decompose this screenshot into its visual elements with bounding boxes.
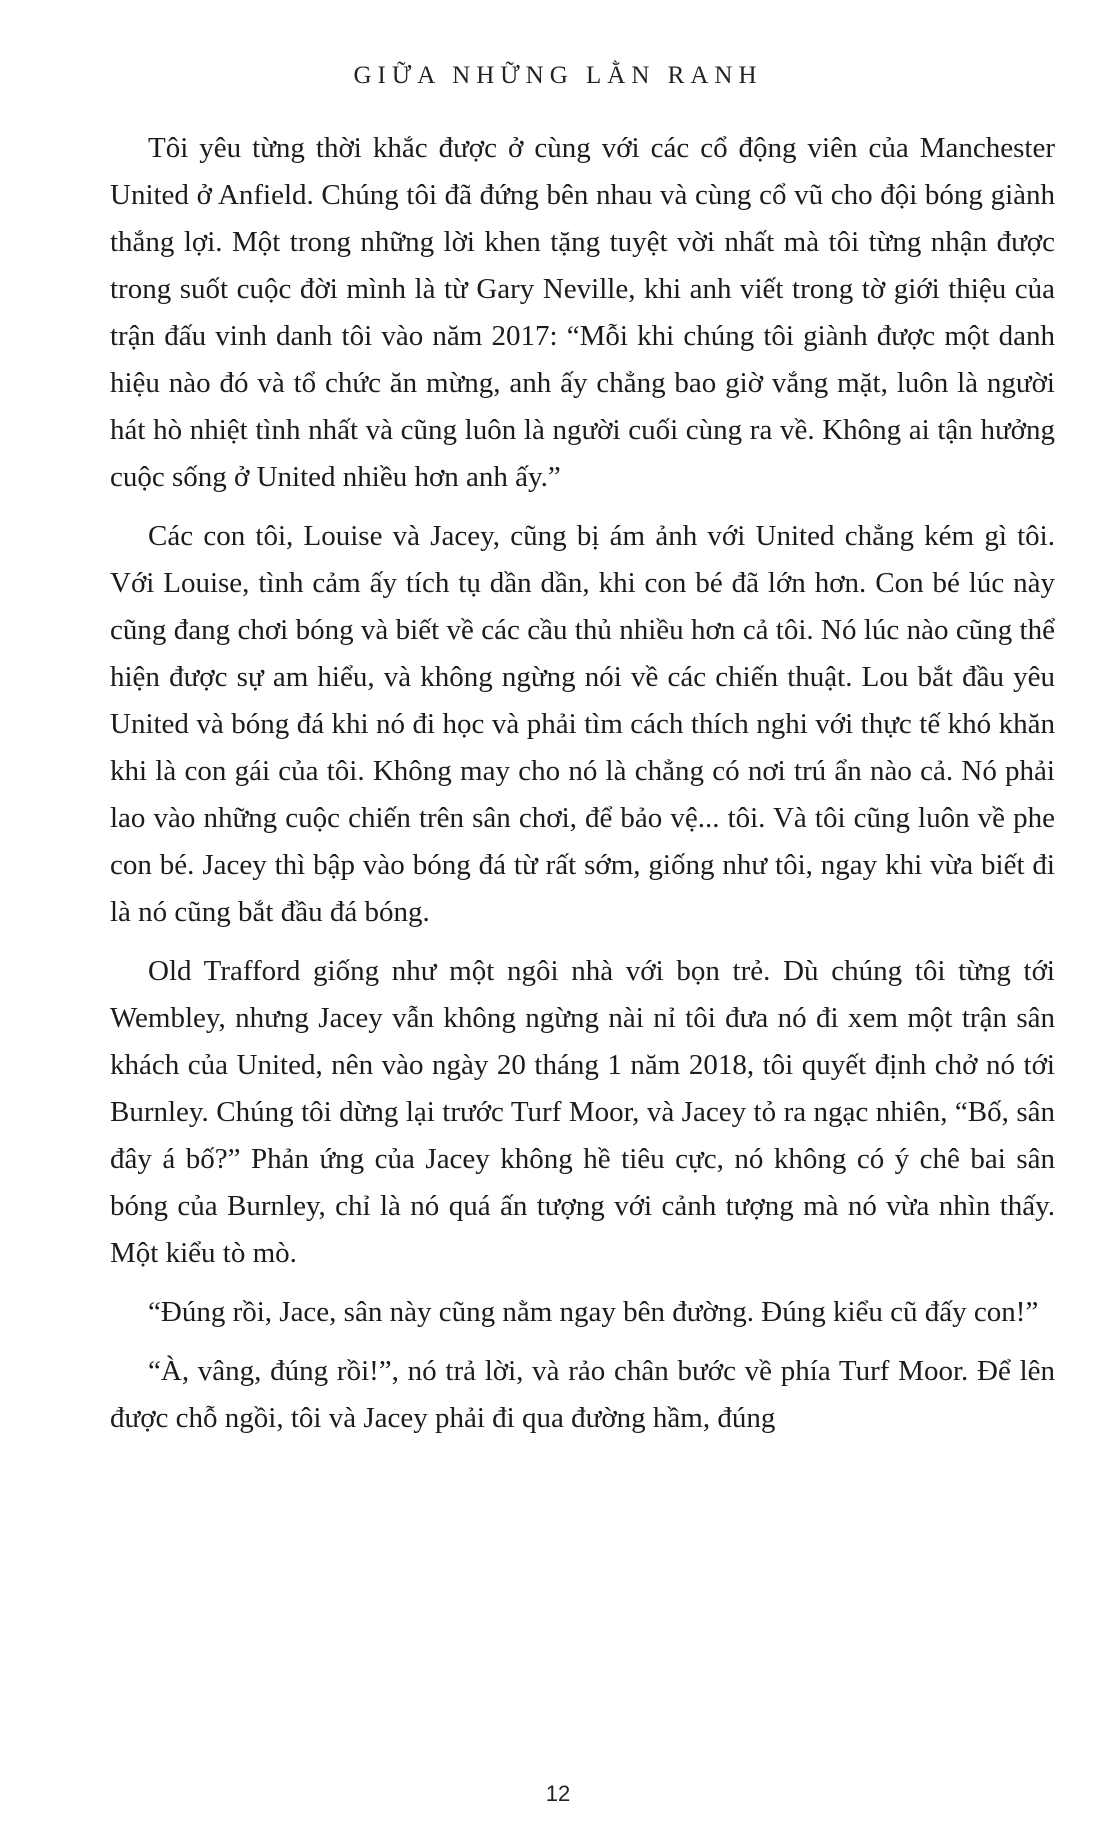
body-text [110,125,1055,1454]
paragraph: “À, vâng, đúng rồi!”, nó trả lời, và rảo chân bước về phía Turf Moor. Để lên được chỗ ngồi, tôi và Jacey phải đi qua đường hầm, đúng [110,1355,1055,1434]
running-header-title: GIỮA NHỮNG LẰN RANH [353,62,763,89]
paragraph: Các con tôi, Louise và Jacey, cũng bị ám ảnh với United chẳng kém gì tôi. Với Louise, tình cảm ấy tích tụ dần dần, khi con bé đã lớn hơn. Con bé lúc này cũng đang chơi bóng và biết về các cầu thủ nhiều hơn cả tôi. Nó lúc nào cũng thể hiện được sự am hiểu, và không ngừng nói về các chiến thuật. Lou bắt đầu yêu United và bóng đá khi nó đi học và phải tìm cách thích nghi với thực tế khó khăn khi là con gái của tôi. Không may cho nó là chẳng có nơi trú ẩn nào cả. Nó phải lao vào những cuộc chiến trên sân chơi, để bảo vệ... tôi. Và tôi cũng luôn về phe con bé. Jacey thì bập vào bóng đá từ rất sớm, giống như tôi, ngay khi vừa biết đi là nó cũng bắt đầu đá bóng. [110,520,1055,928]
paragraph: Old Trafford giống như một ngôi nhà với bọn trẻ. Dù chúng tôi từng tới Wembley, nhưng Jacey vẫn không ngừng nài nỉ tôi đưa nó đi xem một trận sân khách của United, nên vào ngày 20 tháng 1 năm 2018, tôi quyết định chở nó tới Burnley. Chúng tôi dừng lại trước Turf Moor, và Jacey tỏ ra ngạc nhiên, “Bố, sân đây á bố?” Phản ứng của Jacey không hề tiêu cực, nó không có ý chê bai sân bóng của Burnley, chỉ là nó quá ấn tượng với cảnh tượng mà nó vừa nhìn thấy. Một kiểu tò mò. [110,955,1055,1269]
page-number: 12 [545,1781,571,1806]
paragraph: Tôi yêu từng thời khắc được ở cùng với các cổ động viên của Manchester United ở Anfield. Chúng tôi đã đứng bên nhau và cùng cổ vũ cho đội bóng giành thắng lợi. Một trong những lời khen tặng tuyệt vời nhất mà tôi từng nhận được trong suốt cuộc đời mình là từ Gary Neville, khi anh viết trong tờ giới thiệu của trận đấu vinh danh tôi vào năm 2017: “Mỗi khi chúng tôi giành được một danh hiệu nào đó và tổ chức ăn mừng, anh ấy chẳng bao giờ vắng mặt, luôn là người hát hò nhiệt tình nhất và cũng luôn là người cuối cùng ra về. Không ai tận hưởng cuộc sống ở United nhiều hơn anh ấy.” [110,132,1055,493]
paragraph: “Đúng rồi, Jace, sân này cũng nằm ngay bên đường. Đúng kiểu cũ đấy con!” [148,1296,1039,1328]
